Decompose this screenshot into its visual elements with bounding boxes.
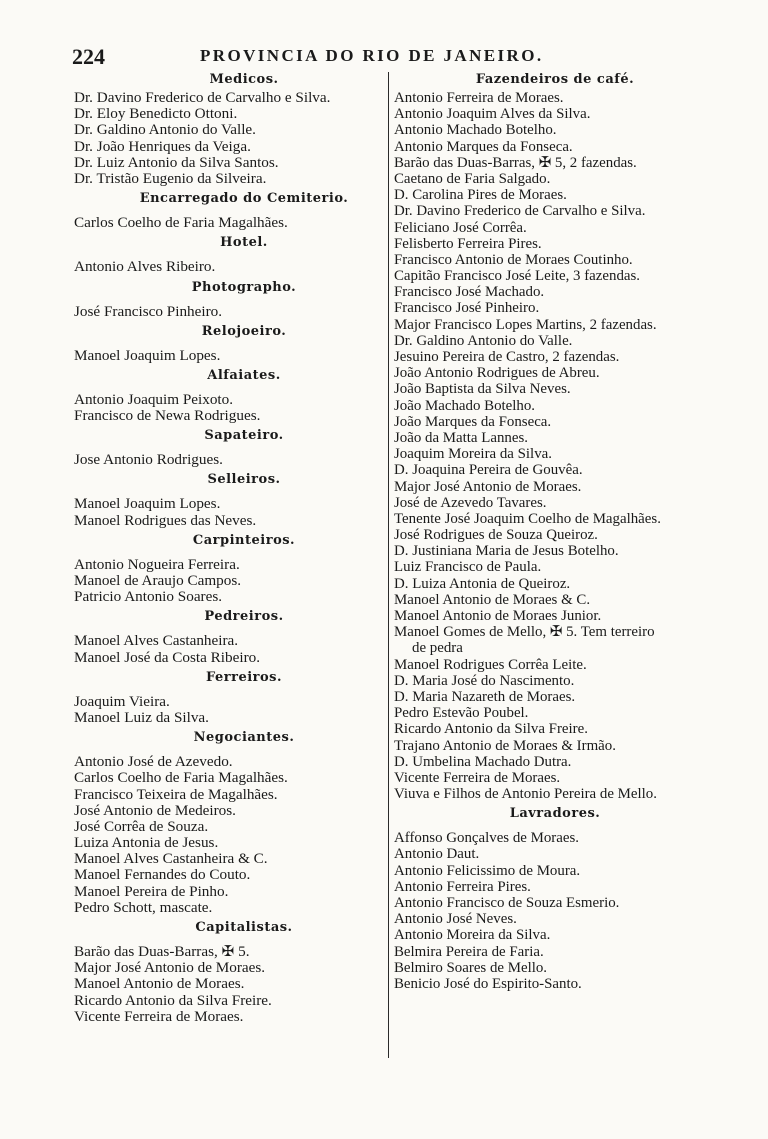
directory-entry: Manoel Joaquim Lopes. (74, 346, 221, 364)
directory-entry: Manoel Rodrigues das Neves. (74, 511, 257, 529)
directory-entry: Antonio Francisco de Souza Esmerio. (394, 895, 620, 911)
section-relojoeiro (74, 322, 384, 364)
directory-entry: Pedro Schott, mascate. (74, 898, 213, 916)
directory-entry: Dr. Tristão Eugenio da Silveira. (74, 169, 267, 187)
directory-entry: Dr. Galdino Antonio do Valle. (74, 121, 256, 139)
directory-entry: Vicente Ferreira de Moraes. (394, 769, 561, 786)
directory-entry: Dr. Galdino Antonio do Valle. (394, 332, 573, 349)
directory-entry: Antonio Ferreira Pires. (394, 878, 531, 895)
directory-entry: Antonio José de Azevedo. (74, 753, 233, 771)
directory-entry: de pedra (412, 640, 463, 657)
directory-entry: D. Maria Nazareth de Moraes. (394, 688, 576, 705)
directory-entry: Manoel Gomes de Mello, ✠ 5. Tem terreiro (394, 624, 655, 641)
directory-entry: Francisco José Pinheiro. (394, 300, 540, 317)
page-header (0, 44, 768, 70)
directory-entry: D. Luiza Antonia de Queiroz. (394, 575, 571, 592)
page-number: 224 (72, 44, 105, 69)
section-photographo (74, 278, 384, 320)
directory-entry: João Baptista da Silva Neves. (394, 381, 571, 398)
directory-entry: Manoel Pereira de Pinho. (74, 882, 229, 900)
section-heading: Medicos. (209, 72, 279, 87)
directory-entry: Belmiro Soares de Mello. (394, 959, 548, 976)
section-heading: Photographo. (191, 279, 297, 295)
section-medicos (74, 70, 384, 187)
directory-entry: João Machado Botelho. (394, 397, 536, 414)
directory-entry: José Antonio de Medeiros. (74, 801, 236, 819)
section-heading: Relojoeiro. (201, 323, 287, 339)
directory-entry: Carlos Coelho de Faria Magalhães. (74, 769, 288, 787)
section-heading: Carpinteiros. (192, 532, 296, 548)
section-pedreiros (74, 607, 384, 665)
directory-entry: Manoel Fernandes do Couto. (74, 866, 251, 884)
section-heading: Sapateiro. (204, 428, 284, 444)
directory-entry: João Antonio Rodrigues de Abreu. (394, 365, 600, 382)
column-divider (388, 72, 389, 1058)
directory-entry: Manoel Luiz da Silva. (74, 708, 209, 726)
right-column (394, 70, 716, 1059)
section-heading: Capitalistas. (195, 920, 293, 935)
directory-entry: José de Azevedo Tavares. (394, 494, 547, 511)
section-negociantes (74, 728, 384, 916)
section-carpinteiros (74, 531, 384, 606)
section-lavradores (394, 804, 716, 992)
directory-entry: Francisco Teixeira de Magalhães. (74, 785, 278, 803)
directory-entry: Manoel Antonio de Moraes Junior. (394, 608, 602, 624)
directory-entry: Joaquim Vieira. (74, 692, 170, 710)
section-capitalistas (74, 918, 384, 1025)
directory-entry: José Corrêa de Souza. (74, 817, 209, 835)
directory-entry: Manoel de Araujo Campos. (74, 572, 242, 589)
directory-entry: Antonio Ferreira de Moraes. (394, 90, 564, 106)
directory-entry: Dr. Eloy Benedicto Ottoni. (74, 105, 238, 123)
directory-entry: Luiz Francisco de Paula. (394, 559, 542, 576)
section-heading: Ferreiros. (205, 669, 283, 685)
directory-entry: Manoel Joaquim Lopes. (74, 495, 221, 513)
directory-entry: Barão das Duas-Barras, ✠ 5. (74, 943, 250, 960)
directory-entry: Dr. Luiz Antonio da Silva Santos. (74, 153, 279, 171)
directory-entry: Belmira Pereira de Faria. (394, 943, 544, 960)
directory-entry: Antonio Joaquim Alves da Silva. (394, 106, 591, 123)
directory-entry: Jesuino Pereira de Castro, 2 fazendas. (394, 349, 620, 365)
section-encarregado-do-cemiterio (74, 189, 384, 231)
directory-entry: Antonio Daut. (394, 846, 480, 863)
directory-entry: D. Joaquina Pereira de Gouvêa. (394, 462, 583, 479)
directory-entry: Francisco José Machado. (394, 284, 545, 301)
directory-entry: Vicente Ferreira de Moraes. (74, 1007, 244, 1025)
section-heading: Pedreiros. (204, 609, 284, 625)
directory-entry: Dr. Davino Frederico de Carvalho e Silva. (74, 89, 331, 106)
directory-entry: Manoel Alves Castanheira. (74, 632, 239, 650)
directory-entry: Felisberto Ferreira Pires. (394, 235, 542, 252)
directory-entry: Manoel Alves Castanheira & C. (74, 850, 268, 868)
section-selleiros (74, 470, 384, 528)
directory-entry: Tenente José Joaquim Coelho de Magalhães. (394, 510, 661, 527)
section-heading: Negociantes. (193, 730, 295, 746)
section-ferreiros (74, 668, 384, 726)
section-heading: Lavradores. (509, 806, 601, 822)
section-hotel (74, 233, 384, 275)
section-heading: Selleiros. (207, 472, 281, 488)
directory-entry: Patricio Antonio Soares. (74, 588, 223, 606)
directory-entry: Major José Antonio de Moraes. (394, 478, 582, 495)
directory-entry: Antonio Moreira da Silva. (394, 927, 551, 944)
directory-entry: Caetano de Faria Salgado. (394, 170, 551, 187)
directory-entry: Francisco de Newa Rodrigues. (74, 407, 261, 425)
directory-entry: João Marques da Fonseca. (394, 413, 552, 430)
section-heading: Hotel. (220, 235, 268, 251)
directory-entry: Luiza Antonia de Jesus. (74, 834, 219, 852)
section-alfaiates (74, 366, 384, 424)
directory-entry: Manoel Antonio de Moraes & C. (394, 591, 591, 608)
directory-entry: Dr. João Henriques da Veiga. (74, 137, 251, 155)
directory-entry: Major José Antonio de Moraes. (74, 959, 266, 977)
directory-entry: Pedro Estevão Poubel. (394, 705, 529, 722)
directory-entry: Antonio Joaquim Peixoto. (74, 390, 234, 408)
section-sapateiro (74, 426, 384, 468)
directory-entry: Capitão Francisco José Leite, 3 fazendas. (394, 268, 641, 285)
directory-entry: D. Umbelina Machado Dutra. (394, 753, 572, 770)
directory-entry: Antonio Felicissimo de Moura. (394, 862, 581, 879)
directory-entry: Joaquim Moreira da Silva. (394, 446, 552, 463)
section-heading: Encarregado do Cemiterio. (139, 191, 349, 207)
directory-entry: Major Francisco Lopes Martins, 2 fazendas. (394, 316, 657, 333)
directory-entry: Ricardo Antonio da Silva Freire. (394, 721, 588, 738)
directory-entry: Jose Antonio Rodrigues. (74, 451, 223, 469)
section-heading: Alfaiates. (207, 367, 281, 383)
directory-entry: João da Matta Lannes. (394, 429, 528, 446)
directory-entry: José Francisco Pinheiro. (74, 302, 223, 320)
directory-entry: José Rodrigues de Souza Queiroz. (394, 527, 598, 544)
directory-entry: Francisco Antonio de Moraes Coutinho. (394, 251, 633, 268)
section-fazendeiros-de-cafe (394, 70, 716, 802)
directory-entry: Antonio Machado Botelho. (394, 122, 557, 139)
directory-entry: Trajano Antonio de Moraes & Irmão. (394, 737, 616, 754)
directory-entry: Ricardo Antonio da Silva Freire. (74, 991, 272, 1009)
section-heading: Fazendeiros de café. (475, 72, 635, 87)
directory-entry: Carlos Coelho de Faria Magalhães. (74, 214, 288, 232)
directory-entry: Feliciano José Corrêa. (394, 219, 527, 236)
directory-entry: Manoel Antonio de Moraes. (74, 975, 245, 993)
directory-entry: Benicio José do Espirito-Santo. (394, 975, 582, 992)
directory-entry: Dr. Davino Frederico de Carvalho e Silva. (394, 203, 646, 220)
directory-entry: Antonio José Neves. (394, 911, 517, 928)
directory-entry: Manoel Rodrigues Corrêa Leite. (394, 656, 587, 673)
directory-entry: Antonio Nogueira Ferreira. (74, 555, 240, 573)
directory-entry: D. Carolina Pires de Moraes. (394, 187, 567, 204)
running-title: PROVINCIA DO RIO DE JANEIRO. (200, 46, 544, 65)
directory-entry: Antonio Alves Ribeiro. (74, 258, 216, 276)
directory-entry: Viuva e Filhos de Antonio Pereira de Mello. (394, 786, 657, 803)
directory-entry: Antonio Marques da Fonseca. (394, 138, 573, 155)
left-column (74, 70, 384, 1059)
directory-entry: Affonso Gonçalves de Moraes. (394, 830, 579, 847)
directory-entry: D. Maria José do Nascimento. (394, 672, 575, 689)
directory-entry: D. Justiniana Maria de Jesus Botelho. (394, 543, 619, 560)
directory-entry: Manoel José da Costa Ribeiro. (74, 648, 261, 666)
directory-entry: Barão das Duas-Barras, ✠ 5, 2 fazendas. (394, 154, 637, 171)
